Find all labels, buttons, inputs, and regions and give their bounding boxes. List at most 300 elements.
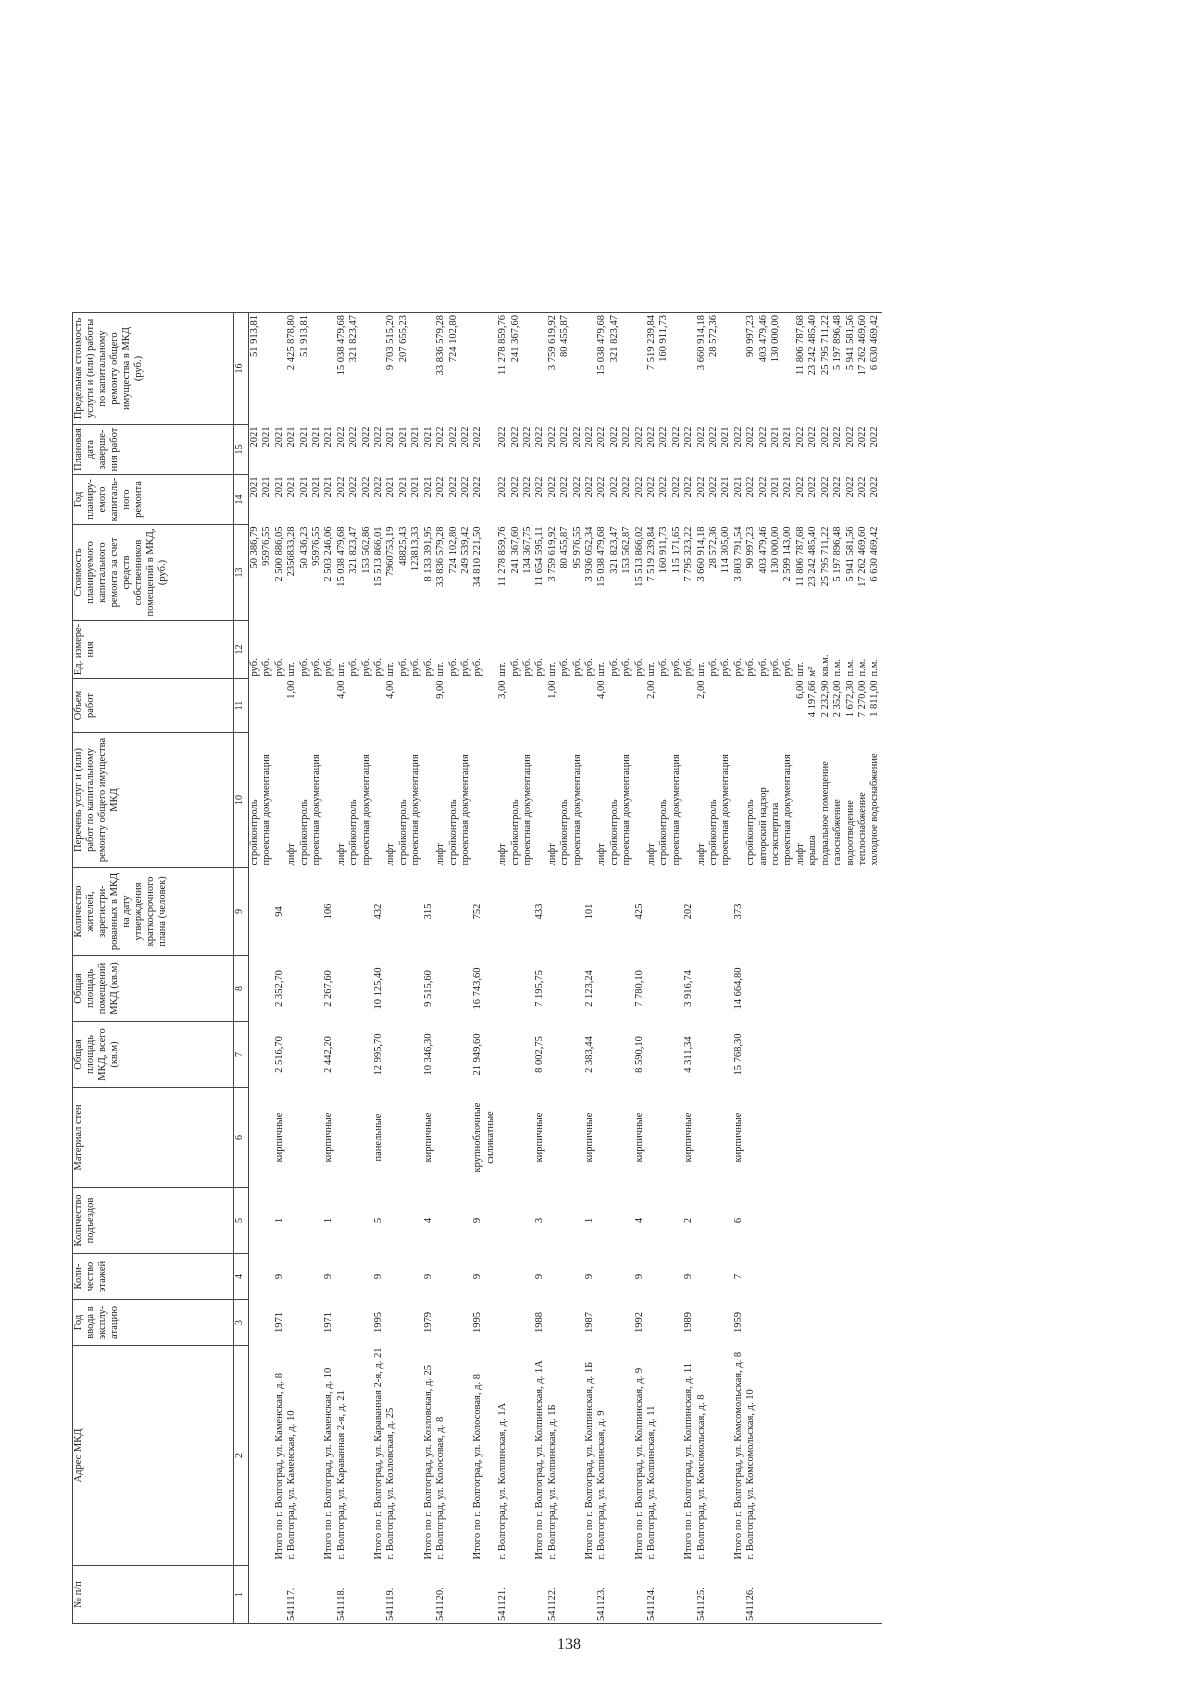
cell-col-8: 10 125,40 — [373, 967, 385, 1010]
cell-col-12: м² — [807, 666, 819, 677]
table-row — [845, 313, 857, 1624]
cell-col-12: п.м. — [856, 658, 868, 677]
cell-col-5 — [696, 1188, 708, 1254]
cell-col-9: 425 — [633, 903, 645, 920]
cell-col-12: руб. — [732, 658, 744, 677]
cell-col-8 — [410, 956, 422, 1022]
cell-col-4 — [510, 1254, 522, 1300]
cell-col-14: 2022 — [670, 476, 682, 498]
cell-col-16 — [460, 313, 472, 425]
cell-col-11: 2 232,90 — [819, 680, 831, 718]
cell-col-4 — [609, 1254, 621, 1300]
cell-col-9 — [497, 868, 509, 956]
cell-col-4 — [348, 1254, 360, 1300]
table-row — [832, 313, 844, 1624]
cell-col-15: 2022 — [509, 426, 521, 448]
cell-col-5: 3 — [534, 1217, 546, 1224]
cell-col-2 — [795, 1346, 807, 1566]
cell-col-4: 9 — [633, 1273, 645, 1280]
cell-col-13: 7960753,19 — [385, 526, 397, 577]
cell-col-6: панельные — [373, 1113, 385, 1162]
cell-col-1 — [720, 1566, 732, 1624]
cell-col-5: 1 — [273, 1217, 285, 1224]
table-row — [857, 313, 869, 1624]
cell-col-10: проектная документация — [261, 754, 273, 866]
cell-col-10: проектная документация — [521, 754, 533, 866]
cell-col-10: проектная документация — [571, 754, 583, 866]
cell-col-3: 1959 — [732, 1312, 744, 1333]
cell-col-13: 34 810 221,50 — [472, 526, 484, 587]
cell-col-15: 2022 — [695, 426, 707, 448]
cell-col-13: 95976,55 — [311, 526, 323, 566]
cell-col-2: г. Волгоград, ул. Комсомольская, д. 10 — [745, 1389, 757, 1560]
cell-col-12: шт. — [286, 661, 298, 677]
cell-col-2 — [658, 1346, 670, 1566]
cell-col-11: 2,00 — [646, 680, 657, 699]
table-row — [497, 313, 509, 1624]
cell-col-13: 50 386,79 — [249, 526, 260, 569]
cell-col-4 — [460, 1254, 472, 1300]
cell-col-6 — [448, 1088, 460, 1188]
table-row — [348, 313, 360, 1624]
cell-col-1 — [733, 1566, 745, 1624]
cell-col-11 — [758, 679, 770, 733]
cell-col-3 — [460, 1300, 472, 1346]
table-row — [621, 313, 633, 1624]
cell-col-7 — [448, 1022, 460, 1088]
cell-col-15: 2022 — [732, 426, 744, 448]
cell-col-4 — [410, 1254, 422, 1300]
cell-col-15: 2022 — [497, 426, 509, 448]
column-header-4: Коли-чество этажей — [73, 1254, 234, 1300]
cell-col-9 — [460, 868, 472, 956]
cell-col-3 — [336, 1300, 348, 1346]
cell-col-10: газоснабжение — [832, 799, 844, 866]
cell-col-8 — [758, 956, 770, 1022]
cell-col-9 — [845, 868, 857, 956]
cell-col-6 — [311, 1088, 323, 1188]
cell-col-2 — [807, 1346, 819, 1566]
cell-col-3: 1995 — [373, 1312, 385, 1333]
cell-col-11 — [658, 679, 670, 733]
cell-col-11: 4,00 — [385, 680, 397, 699]
cell-col-13: 403 479,46 — [757, 526, 769, 574]
cell-col-14: 2022 — [621, 476, 633, 498]
cell-col-4 — [261, 1254, 273, 1300]
cell-col-12: кв.м. — [819, 654, 831, 677]
cell-col-10: лифт — [695, 843, 707, 866]
cell-col-13: 23 242 485,40 — [807, 526, 819, 587]
cell-col-8: 14 664,80 — [732, 967, 744, 1010]
cell-col-2: г. Волгоград, ул. Колосовая, д. 8 — [435, 1416, 447, 1560]
cell-col-3 — [807, 1300, 819, 1346]
cell-col-7: 12 995,70 — [373, 1033, 385, 1076]
cell-col-11: 7 270,00 — [856, 680, 868, 718]
cell-col-6: кирпичные — [323, 1112, 335, 1163]
cell-col-15: 2022 — [621, 426, 633, 448]
cell-col-3 — [609, 1300, 621, 1346]
cell-col-2 — [522, 1346, 534, 1566]
cell-col-10 — [534, 733, 546, 868]
cell-col-6 — [795, 1088, 807, 1188]
cell-col-2: Итого по г. Волгоград, ул. Колпинская, д. 11 — [683, 1362, 695, 1560]
cell-col-6 — [720, 1088, 732, 1188]
cell-col-14: 2022 — [534, 476, 546, 498]
cell-col-7 — [547, 1022, 559, 1088]
cell-col-12: шт. — [546, 661, 558, 677]
cell-col-1 — [398, 1566, 410, 1624]
column-header-3: Год ввода в эксплу-атацию — [73, 1300, 234, 1346]
cell-col-16 — [311, 313, 323, 425]
cell-col-10: госэкспертиза — [770, 802, 782, 866]
cell-col-10: проектная документация — [621, 754, 633, 866]
cell-col-11 — [634, 679, 646, 733]
cell-col-4 — [807, 1254, 819, 1300]
cell-col-7: 2 516,70 — [273, 1036, 285, 1073]
cell-col-6 — [745, 1088, 757, 1188]
cell-col-12: руб. — [422, 658, 434, 677]
cell-col-6 — [770, 1088, 782, 1188]
cell-col-14: 2022 — [571, 476, 583, 498]
cell-col-7: 15 768,30 — [732, 1033, 744, 1076]
table-row — [398, 313, 410, 1624]
cell-col-8: 16 743,60 — [472, 967, 484, 1010]
cell-col-9: 106 — [323, 903, 335, 920]
cell-col-11 — [472, 679, 497, 733]
cell-col-3 — [857, 1300, 869, 1346]
cell-col-1: 541125. — [696, 1566, 708, 1624]
column-number-5: 5 — [234, 1188, 249, 1254]
cell-col-8 — [435, 956, 447, 1022]
cell-col-3 — [448, 1300, 460, 1346]
cell-col-15: 2021 — [397, 426, 409, 448]
cell-col-3 — [708, 1300, 720, 1346]
cell-col-2 — [261, 1346, 273, 1566]
cell-col-4 — [658, 1254, 670, 1300]
cell-col-8: 3 916,74 — [683, 970, 695, 1007]
cell-col-16 — [720, 313, 732, 425]
cell-col-12: руб. — [298, 658, 310, 677]
cell-col-1: 541122. — [547, 1566, 559, 1624]
cell-col-4 — [770, 1254, 782, 1300]
cell-col-8: 2 267,60 — [323, 970, 335, 1007]
column-number-7: 7 — [234, 1022, 249, 1088]
cell-col-11: 4,00 — [596, 680, 608, 699]
cell-col-16: 51 913,81 — [249, 313, 262, 425]
cell-col-11 — [261, 679, 273, 733]
cell-col-13: 2356833,28 — [286, 526, 298, 577]
cell-col-1 — [820, 1566, 832, 1624]
cell-col-1 — [522, 1566, 534, 1624]
cell-col-11 — [249, 679, 262, 733]
cell-col-15: 2022 — [596, 426, 608, 448]
table-row — [472, 313, 497, 1624]
cell-col-12: шт. — [596, 661, 608, 677]
cell-col-15: 2022 — [794, 426, 806, 448]
table-header — [73, 313, 249, 1624]
cell-col-5 — [385, 1188, 397, 1254]
cell-col-3 — [435, 1300, 447, 1346]
cell-col-14: 2022 — [844, 476, 856, 498]
cell-col-6 — [658, 1088, 670, 1188]
cell-col-16: 11 806 787,68 — [795, 313, 807, 425]
cell-col-4 — [311, 1254, 323, 1300]
cell-col-3 — [869, 1300, 881, 1346]
table-row — [572, 313, 584, 1624]
cell-col-4 — [845, 1254, 857, 1300]
cell-col-5 — [336, 1188, 348, 1254]
cell-col-9: 315 — [422, 903, 434, 920]
cell-col-3: 1992 — [633, 1312, 645, 1333]
cell-col-10 — [634, 733, 646, 868]
cell-col-4: 9 — [373, 1273, 385, 1280]
cell-col-8 — [572, 956, 584, 1022]
cell-col-4 — [745, 1254, 757, 1300]
cell-col-2: г. Волгоград, ул. Комсомольская, д. 8 — [695, 1394, 707, 1560]
cell-col-9 — [782, 868, 794, 956]
cell-col-14: 2021 — [397, 476, 409, 498]
cell-col-3 — [497, 1300, 509, 1346]
cell-col-10: стройконтроль — [608, 799, 620, 866]
cell-col-1 — [299, 1566, 311, 1624]
cell-col-13: 724 102,80 — [447, 526, 459, 574]
cell-col-14: 2022 — [435, 476, 447, 498]
cell-col-2 — [621, 1346, 633, 1566]
cell-col-16: 90 997,23 — [745, 313, 757, 425]
cell-col-12: п.м. — [844, 658, 856, 677]
cell-col-12: руб. — [559, 658, 571, 677]
cell-col-5 — [559, 1188, 571, 1254]
cell-col-5 — [621, 1188, 633, 1254]
cell-col-7 — [385, 1022, 397, 1088]
cell-col-4: 9 — [422, 1273, 434, 1280]
cell-col-16: 28 572,36 — [708, 313, 720, 425]
cell-col-3 — [845, 1300, 857, 1346]
cell-col-11 — [671, 679, 683, 733]
cell-col-15: 2021 — [782, 426, 794, 448]
cell-col-5 — [807, 1188, 819, 1254]
cell-col-14: 2022 — [521, 476, 533, 498]
cell-col-3 — [745, 1300, 757, 1346]
cell-col-3: 1988 — [534, 1312, 546, 1333]
cell-col-4: 9 — [683, 1273, 695, 1280]
cell-col-14: 2022 — [360, 476, 372, 498]
cell-col-6 — [286, 1088, 298, 1188]
cell-col-1 — [559, 1566, 571, 1624]
cell-col-7 — [869, 1022, 881, 1088]
cell-col-14: 2022 — [646, 476, 657, 498]
cell-col-5 — [311, 1188, 323, 1254]
cell-col-4 — [708, 1254, 720, 1300]
cell-col-6 — [361, 1088, 373, 1188]
cell-col-15: 2022 — [335, 426, 347, 448]
cell-col-9: 752 — [472, 903, 484, 920]
cell-col-15: 2022 — [683, 426, 695, 448]
cell-col-5 — [795, 1188, 807, 1254]
cell-col-3 — [782, 1300, 794, 1346]
table-body — [249, 313, 882, 1624]
cell-col-9: 432 — [373, 903, 385, 920]
cell-col-1 — [845, 1566, 857, 1624]
cell-col-7 — [845, 1022, 857, 1088]
cell-col-11 — [510, 679, 522, 733]
cell-col-11 — [745, 679, 757, 733]
cell-col-5 — [286, 1188, 298, 1254]
cell-col-2: г. Волгоград, ул. Колпинская, д. 1Б — [546, 1404, 558, 1560]
cell-col-13: 249 539,42 — [459, 526, 471, 574]
cell-col-5 — [596, 1188, 608, 1254]
cell-col-9 — [646, 868, 658, 956]
cell-col-3 — [559, 1300, 571, 1346]
cell-col-12: руб. — [534, 658, 546, 677]
cell-col-10 — [373, 733, 385, 868]
cell-col-12: шт. — [385, 661, 397, 677]
cell-col-6: кирпичные — [732, 1112, 744, 1163]
cell-col-7 — [671, 1022, 683, 1088]
cell-col-14: 2022 — [447, 476, 459, 498]
cell-col-2: г. Волгоград, ул. Козловская, д. 25 — [385, 1407, 397, 1560]
cell-col-15: 2022 — [447, 426, 459, 448]
cell-col-3 — [261, 1300, 273, 1346]
cell-col-12: шт. — [335, 661, 347, 677]
cell-col-1 — [621, 1566, 633, 1624]
cell-col-12: руб. — [683, 658, 695, 677]
cell-col-8 — [348, 956, 360, 1022]
cell-col-5 — [299, 1188, 311, 1254]
cell-col-8 — [832, 956, 844, 1022]
cell-col-5 — [658, 1188, 670, 1254]
cell-col-8 — [336, 956, 348, 1022]
cell-col-1 — [795, 1566, 807, 1624]
cell-col-10: стройконтроль — [447, 799, 459, 866]
cell-col-10: стройконтроль — [745, 799, 757, 866]
table-row — [311, 313, 323, 1624]
cell-col-4: 9 — [534, 1273, 546, 1280]
cell-col-2 — [832, 1346, 844, 1566]
cell-col-13: 153 562,87 — [621, 526, 633, 574]
cell-col-11 — [782, 679, 794, 733]
cell-col-14: 2022 — [472, 476, 484, 498]
cell-col-11: 4,00 — [335, 680, 347, 699]
cell-col-6 — [671, 1088, 683, 1188]
cell-col-8 — [510, 956, 522, 1022]
cell-col-11 — [323, 679, 335, 733]
cell-col-6 — [807, 1088, 819, 1188]
cell-col-6: кирпичные — [683, 1112, 695, 1163]
cell-col-13: 7 519 239,84 — [646, 526, 657, 582]
cell-col-14: 2022 — [583, 476, 595, 498]
cell-col-6: кирпичные — [422, 1112, 434, 1163]
cell-col-2 — [559, 1346, 571, 1566]
cell-col-7: 2 383,44 — [583, 1036, 595, 1073]
cell-col-8 — [286, 956, 298, 1022]
cell-col-6 — [596, 1088, 608, 1188]
cell-col-5 — [435, 1188, 447, 1254]
cell-col-8 — [311, 956, 323, 1022]
cell-col-9 — [299, 868, 311, 956]
cell-col-8 — [720, 956, 732, 1022]
cell-col-11 — [348, 679, 360, 733]
cell-col-12: руб. — [658, 658, 670, 677]
cell-col-5: 1 — [583, 1217, 595, 1224]
cell-col-13: 123813,33 — [410, 526, 422, 572]
cell-col-8 — [869, 956, 881, 1022]
cell-col-16: 160 911,73 — [658, 313, 670, 425]
cell-col-13: 15 038 479,68 — [335, 526, 347, 587]
cell-col-6 — [845, 1088, 857, 1188]
cell-col-3 — [646, 1300, 658, 1346]
cell-col-7: 10 346,30 — [422, 1033, 434, 1076]
table-row — [510, 313, 522, 1624]
cell-col-16: 6 630 469,42 — [869, 313, 881, 425]
cell-col-8 — [857, 956, 869, 1022]
cell-col-13: 321 823,47 — [348, 526, 360, 574]
cell-col-6 — [410, 1088, 422, 1188]
cell-col-15: 2021 — [422, 426, 434, 448]
cell-col-7 — [398, 1022, 410, 1088]
cell-col-9 — [820, 868, 832, 956]
cell-col-10 — [274, 733, 286, 868]
cell-col-13: 3 660 914,18 — [695, 526, 707, 582]
cell-col-6 — [435, 1088, 447, 1188]
cell-col-3 — [398, 1300, 410, 1346]
cell-col-7 — [646, 1022, 658, 1088]
cell-col-13: 2 500 886,05 — [273, 526, 285, 582]
cell-col-10 — [472, 733, 497, 868]
cell-col-1 — [261, 1566, 273, 1624]
cell-col-1 — [472, 1566, 497, 1624]
cell-col-2 — [348, 1346, 360, 1566]
cell-col-1 — [460, 1566, 472, 1624]
cell-col-14: 2021 — [286, 476, 298, 498]
cell-col-13: 80 455,87 — [559, 526, 571, 569]
cell-col-2 — [510, 1346, 522, 1566]
cell-col-11 — [609, 679, 621, 733]
cell-col-8: 7 195,75 — [534, 970, 546, 1007]
cell-col-16: 130 000,00 — [770, 313, 782, 425]
column-header-7: Общая площадь МКД, всего (кв.м) — [73, 1022, 234, 1088]
cell-col-15: 2022 — [807, 426, 819, 448]
cell-col-15: 2021 — [273, 426, 285, 448]
cell-col-8 — [522, 956, 534, 1022]
cell-col-7 — [435, 1022, 447, 1088]
cell-col-8 — [782, 956, 794, 1022]
cell-col-9 — [336, 868, 348, 956]
cell-col-5 — [845, 1188, 857, 1254]
cell-col-8 — [708, 956, 720, 1022]
cell-col-11: 9,00 — [435, 680, 447, 699]
cell-col-5 — [398, 1188, 410, 1254]
cell-col-3: 1971 — [273, 1312, 285, 1333]
cell-col-6: кирпичные — [273, 1112, 285, 1163]
cell-col-5: 4 — [422, 1217, 434, 1224]
cell-col-11: 2 352,00 — [832, 680, 844, 718]
cell-col-12: руб. — [373, 658, 385, 677]
cell-col-3 — [572, 1300, 584, 1346]
cell-col-9 — [361, 868, 373, 956]
cell-col-5: 2 — [683, 1217, 695, 1224]
cell-col-13: 33 836 579,28 — [435, 526, 447, 587]
cell-col-12: п.м. — [832, 658, 844, 677]
header-numbers-row — [234, 313, 249, 1624]
table-row — [410, 313, 422, 1624]
cell-col-2 — [720, 1346, 732, 1566]
cell-col-3 — [522, 1300, 534, 1346]
cell-col-2 — [311, 1346, 323, 1566]
cell-col-16: 80 455,87 — [559, 313, 571, 425]
cell-col-15: 2021 — [385, 426, 397, 448]
cell-col-13: 5 197 896,48 — [832, 526, 844, 582]
